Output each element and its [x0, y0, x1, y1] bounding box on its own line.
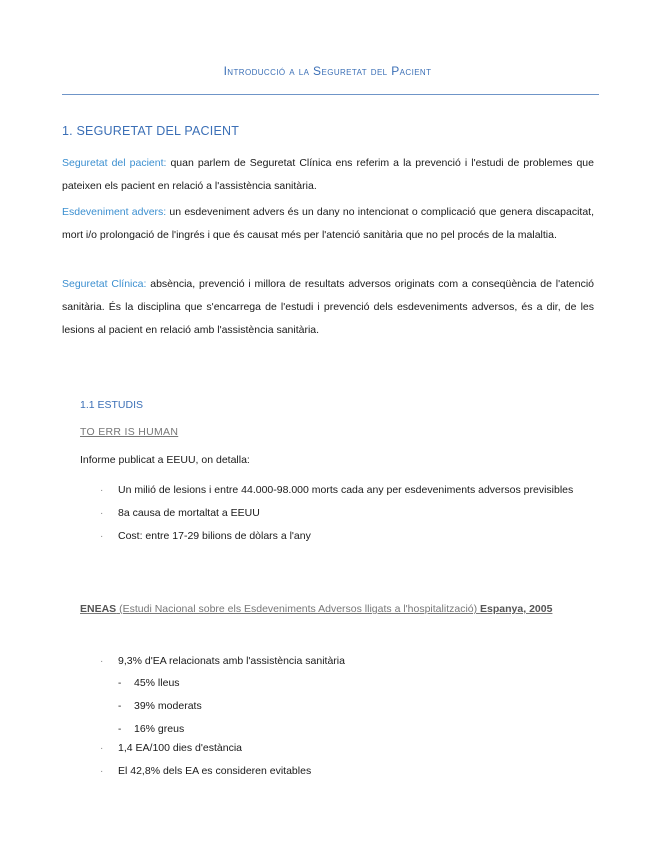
- definition-text: quan parlem de Seguretat Clínica ens referim a la prevenció i l'estudi de problemes que pateixen els pacient en relació a l'assistència sanitària.: [62, 157, 594, 192]
- list-item: · 1,4 EA/100 dies d'estància: [100, 737, 594, 760]
- definition-term: Esdeveniment advers:: [62, 206, 167, 218]
- bullet-icon: ·: [100, 656, 104, 667]
- list-item: · Un milió de lesions i entre 44.000-98.000 morts cada any per esdeveniments adversos previsibles: [100, 479, 594, 502]
- definition-text: un esdeveniment advers és un dany no intencionat o complicació que genera discapacitat, mort i/o prolongació de l'ingrés i que és causat més per l'atenció sanitària que no pel procés de la malaltia.: [62, 206, 594, 241]
- bullet-icon: ·: [100, 485, 104, 496]
- list-item: · 8a causa de mortaltat a EEUU: [100, 502, 594, 525]
- definition-paragraph: [62, 152, 594, 198]
- bullet-icon: ·: [100, 508, 104, 519]
- list-item: · Cost: entre 17-29 bilions de dòlars a l'any: [100, 525, 594, 548]
- list-item: - 39% moderats: [100, 695, 594, 718]
- sub-bullet-list: [100, 672, 594, 741]
- bullet-icon: ·: [100, 743, 104, 754]
- bullet-icon: ·: [100, 766, 104, 777]
- page-header-title: Introducció a la Seguretat del Pacient: [223, 64, 432, 78]
- definition-text: absència, prevenció i millora de resultats adversos originats com a conseqüència de l'atenció sanitària. És la disciplina que s'encarrega de l'estudi i prevenció dels esdeveniments adversos, és a dir, de les lesions al pacient en relació amb l'assistència sanitària.: [62, 278, 594, 336]
- study-title: ENEAS (Estudi Nacional sobre els Esdeveniments Adversos lligats a l'hospitalització) Espanya, 2005: [80, 603, 553, 615]
- list-item: - 45% lleus: [100, 672, 594, 695]
- study-bullet-list: [100, 479, 594, 548]
- list-item: · 9,3% d'EA relacionats amb l'assistència sanitària: [100, 650, 594, 673]
- study-bullet-list: [100, 737, 594, 783]
- study-title: TO ERR IS HUMAN: [80, 426, 179, 438]
- definition-term: Seguretat Clínica:: [62, 278, 147, 290]
- dash-icon: -: [118, 701, 122, 712]
- subsection-heading: 1.1 ESTUDIS: [80, 399, 144, 411]
- section-heading: 1. SEGURETAT DEL PACIENT: [62, 124, 240, 138]
- definition-term: Seguretat del pacient:: [62, 157, 167, 169]
- definition-paragraph: [62, 273, 594, 342]
- study-intro: Informe publicat a EEUU, on detalla:: [80, 454, 250, 466]
- study-bullet-list: [100, 650, 594, 673]
- bullet-icon: ·: [100, 531, 104, 542]
- dash-icon: -: [118, 678, 122, 689]
- header-divider: [62, 94, 599, 95]
- definition-paragraph: [62, 201, 594, 247]
- list-item: · El 42,8% dels EA es consideren evitables: [100, 760, 594, 783]
- dash-icon: -: [118, 724, 122, 735]
- list-item: - 16% greus: [100, 718, 594, 741]
